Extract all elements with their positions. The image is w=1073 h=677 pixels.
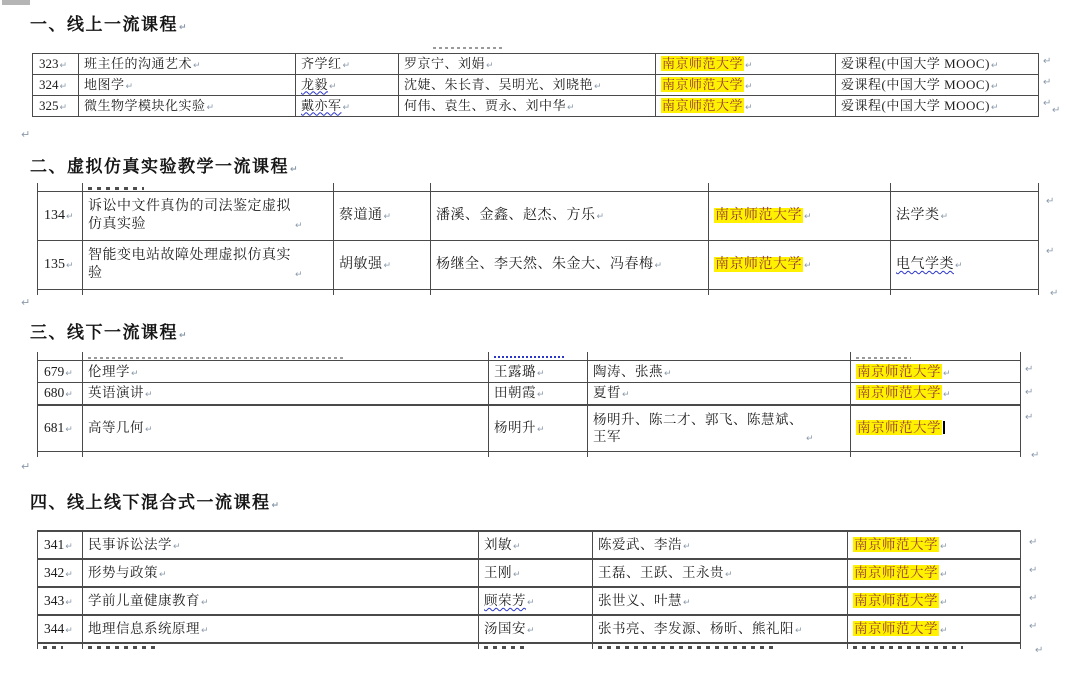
cell-number: 679↵: [38, 361, 83, 383]
cell-course: 高等几何↵: [83, 405, 489, 452]
cell-university: 南京师范大学 ↵: [656, 54, 836, 75]
row-end-mark: ↵: [1025, 387, 1034, 398]
cut-row-fragment: [88, 187, 144, 190]
cut-row-fragment: [853, 646, 963, 649]
corner-artifact: [2, 0, 30, 5]
cell-course: 微生物学模块化实验↵: [79, 96, 296, 117]
cell-leader: 王露璐↵: [489, 361, 588, 383]
pilcrow-mark: ↵: [179, 23, 189, 33]
cut-row: [38, 290, 1039, 296]
section-heading-4: [30, 488, 281, 513]
cell-category: 法学类↵: [891, 192, 1039, 241]
cell-team: 杨继全、李天然、朱金大、冯春梅↵: [431, 241, 709, 290]
cell-team: 陶涛、张燕↵: [588, 361, 851, 383]
cut-row-fragment: [598, 646, 778, 649]
row-end-mark: ↵: [1043, 98, 1052, 109]
cell-university: 南京师范大学 ↵: [656, 96, 836, 117]
cell-number: 680↵: [38, 383, 83, 405]
cell-leader: 戴亦军↵: [296, 96, 399, 117]
cell-leader: 齐学红↵: [296, 54, 399, 75]
table-row: [33, 96, 1039, 117]
cell-number: 135↵: [38, 241, 83, 290]
pilcrow-mark: ↵: [179, 331, 189, 341]
cut-row: [38, 643, 1021, 649]
cell-course: 智能变电站故障处理虚拟仿真实验 ↵: [83, 241, 334, 290]
pilcrow-mark: ↵: [271, 501, 281, 511]
table-blended-courses: [37, 530, 1021, 649]
cut-row-fragment: [88, 357, 343, 359]
row-end-mark: ↵: [1035, 645, 1044, 656]
row-end-mark: ↵: [1025, 412, 1034, 423]
row-end-mark: ↵: [1029, 565, 1038, 576]
highlighted-university: 南京师范大学: [854, 593, 938, 609]
cell-leader: 胡敏强↵: [334, 241, 431, 290]
paragraph-mark: ↵: [21, 460, 31, 473]
highlighted-university: 南京师范大学: [715, 207, 802, 223]
paragraph-mark: ↵: [21, 128, 31, 141]
table-row: [33, 54, 1039, 75]
highlighted-university: 南京师范大学: [662, 76, 744, 92]
highlighted-university: 南京师范大学: [854, 537, 938, 553]
row-end-mark: ↵: [1046, 246, 1055, 257]
cell-team: 张世义、叶慧↵: [593, 587, 848, 615]
cell-university: 南京师范大学 ↵: [848, 587, 1021, 615]
pilcrow-mark: ↵: [59, 60, 68, 71]
section-heading-4-text: 四、线上线下混合式一流课程: [30, 493, 271, 513]
row-end-mark: ↵: [1031, 450, 1040, 461]
cut-row: [38, 452, 1021, 458]
cell-leader: 顾荣芳↵: [479, 587, 593, 615]
cell-leader: 龙毅↵: [296, 75, 399, 96]
cut-row-fragment: [856, 357, 911, 359]
table-row: [38, 615, 1021, 643]
cell-university: 南京师范大学 ↵: [656, 75, 836, 96]
cell-number: 325↵: [33, 96, 79, 117]
cell-leader: 蔡道通↵: [334, 192, 431, 241]
cell-team: 夏晢↵: [588, 383, 851, 405]
cell-team: 杨明升、陈二才、郭飞、陈慧斌、王军 ↵: [588, 405, 851, 452]
cell-platform: 爱课程(中国大学 MOOC)↵: [836, 54, 1039, 75]
table-virtual-sim-courses: [37, 183, 1039, 295]
cell-university: 南京师范大学 ↵: [709, 192, 891, 241]
table-row: [38, 405, 1021, 452]
cell-team: 罗京宁、刘娟↵: [399, 54, 656, 75]
cell-number: 344↵: [38, 615, 83, 643]
cell-team: 张书亮、李发源、杨昕、熊礼阳↵: [593, 615, 848, 643]
cell-course: 诉讼中文件真伪的司法鉴定虚拟仿真实验 ↵: [83, 192, 334, 241]
cell-course: 伦理学↵: [83, 361, 489, 383]
row-end-mark: ↵: [1050, 288, 1059, 299]
row-end-mark: ↵: [1025, 364, 1034, 375]
cell-university: 南京师范大学 ↵: [848, 531, 1021, 559]
cell-category: 电气学类↵: [891, 241, 1039, 290]
cell-course: 形势与政策↵: [83, 559, 479, 587]
paragraph-mark: ↵: [21, 296, 31, 309]
cell-number: 341↵: [38, 531, 83, 559]
row-end-mark: ↵: [1029, 537, 1038, 548]
cell-team: 何伟、袁生、贾永、刘中华↵: [399, 96, 656, 117]
table-row: [38, 192, 1039, 241]
highlighted-university: 南京师范大学: [854, 621, 938, 637]
highlighted-university: 南京师范大学: [857, 420, 941, 436]
cell-number: 324↵: [33, 75, 79, 96]
cell-university: 南京师范大学 ↵: [848, 615, 1021, 643]
cell-leader: 汤国安↵: [479, 615, 593, 643]
cell-course: 民事诉讼法学↵: [83, 531, 479, 559]
table-row: [38, 383, 1021, 405]
table-row: [38, 531, 1021, 559]
cut-row-fragment: [88, 646, 158, 649]
cut-row-fragment: [43, 646, 63, 649]
cell-leader: 刘敏↵: [479, 531, 593, 559]
section-heading-1-text: 一、线上一流课程: [30, 15, 178, 35]
section-heading-2-text: 二、虚拟仿真实验教学一流课程: [30, 157, 289, 177]
section-heading-3-text: 三、线下一流课程: [30, 323, 178, 343]
cut-row-fragment: [484, 646, 529, 649]
table-row: [38, 587, 1021, 615]
cell-course: 地图学↵: [79, 75, 296, 96]
table-row: [38, 241, 1039, 290]
cell-number: 681↵: [38, 405, 83, 452]
cell-university: 南京师范大学 ↵: [851, 361, 1021, 383]
highlighted-university: 南京师范大学: [857, 385, 941, 401]
cell-leader: 杨明升↵: [489, 405, 588, 452]
cell-team: 陈爱武、李浩↵: [593, 531, 848, 559]
text-cursor: [943, 421, 945, 434]
highlighted-university: 南京师范大学: [857, 363, 941, 379]
cell-number: 343↵: [38, 587, 83, 615]
cut-row: [38, 183, 1039, 192]
highlighted-university: 南京师范大学: [662, 55, 744, 71]
cut-row-fragment: [494, 356, 564, 358]
row-end-mark: ↵: [1052, 105, 1061, 116]
cell-number: 342↵: [38, 559, 83, 587]
section-heading-1: [30, 10, 188, 35]
cell-university: 南京师范大学 ↵: [848, 559, 1021, 587]
row-end-mark: ↵: [1046, 196, 1055, 207]
table-offline-courses: [37, 352, 1021, 457]
cell-course: 英语演讲↵: [83, 383, 489, 405]
cell-leader: 王刚↵: [479, 559, 593, 587]
cell-platform: 爱课程(中国大学 MOOC)↵: [836, 75, 1039, 96]
highlighted-university: 南京师范大学: [662, 97, 744, 113]
pilcrow-mark: ↵: [290, 165, 300, 175]
cell-team: 潘溪、金鑫、赵杰、方乐↵: [431, 192, 709, 241]
highlighted-university: 南京师范大学: [854, 565, 938, 581]
cell-course: 地理信息系统原理↵: [83, 615, 479, 643]
table-online-courses: [32, 53, 1039, 117]
row-end-mark: ↵: [1029, 593, 1038, 604]
cell-university: [851, 405, 1021, 452]
row-end-mark: ↵: [1043, 77, 1052, 88]
cell-number: 134↵: [38, 192, 83, 241]
section-heading-2: [30, 152, 299, 177]
cut-row: [38, 352, 1021, 361]
cut-row-fragment: [433, 47, 505, 49]
cell-university: 南京师范大学 ↵: [851, 383, 1021, 405]
cell-team: 沈婕、朱长青、吴明光、刘晓艳↵: [399, 75, 656, 96]
table-row: [38, 559, 1021, 587]
cell-course: 班主任的沟通艺术↵: [79, 54, 296, 75]
cell-team: 王磊、王跃、王永贵↵: [593, 559, 848, 587]
row-end-mark: ↵: [1043, 56, 1052, 67]
table-row: [33, 75, 1039, 96]
cell-leader: 田朝霞↵: [489, 383, 588, 405]
cell-number: 323↵: [33, 54, 79, 75]
section-heading-3: [30, 318, 188, 343]
table-row: [38, 361, 1021, 383]
cell-university: 南京师范大学 ↵: [709, 241, 891, 290]
cell-course: 学前儿童健康教育↵: [83, 587, 479, 615]
cell-platform: 爱课程(中国大学 MOOC)↵: [836, 96, 1039, 117]
row-end-mark: ↵: [1029, 621, 1038, 632]
highlighted-university: 南京师范大学: [715, 256, 802, 272]
